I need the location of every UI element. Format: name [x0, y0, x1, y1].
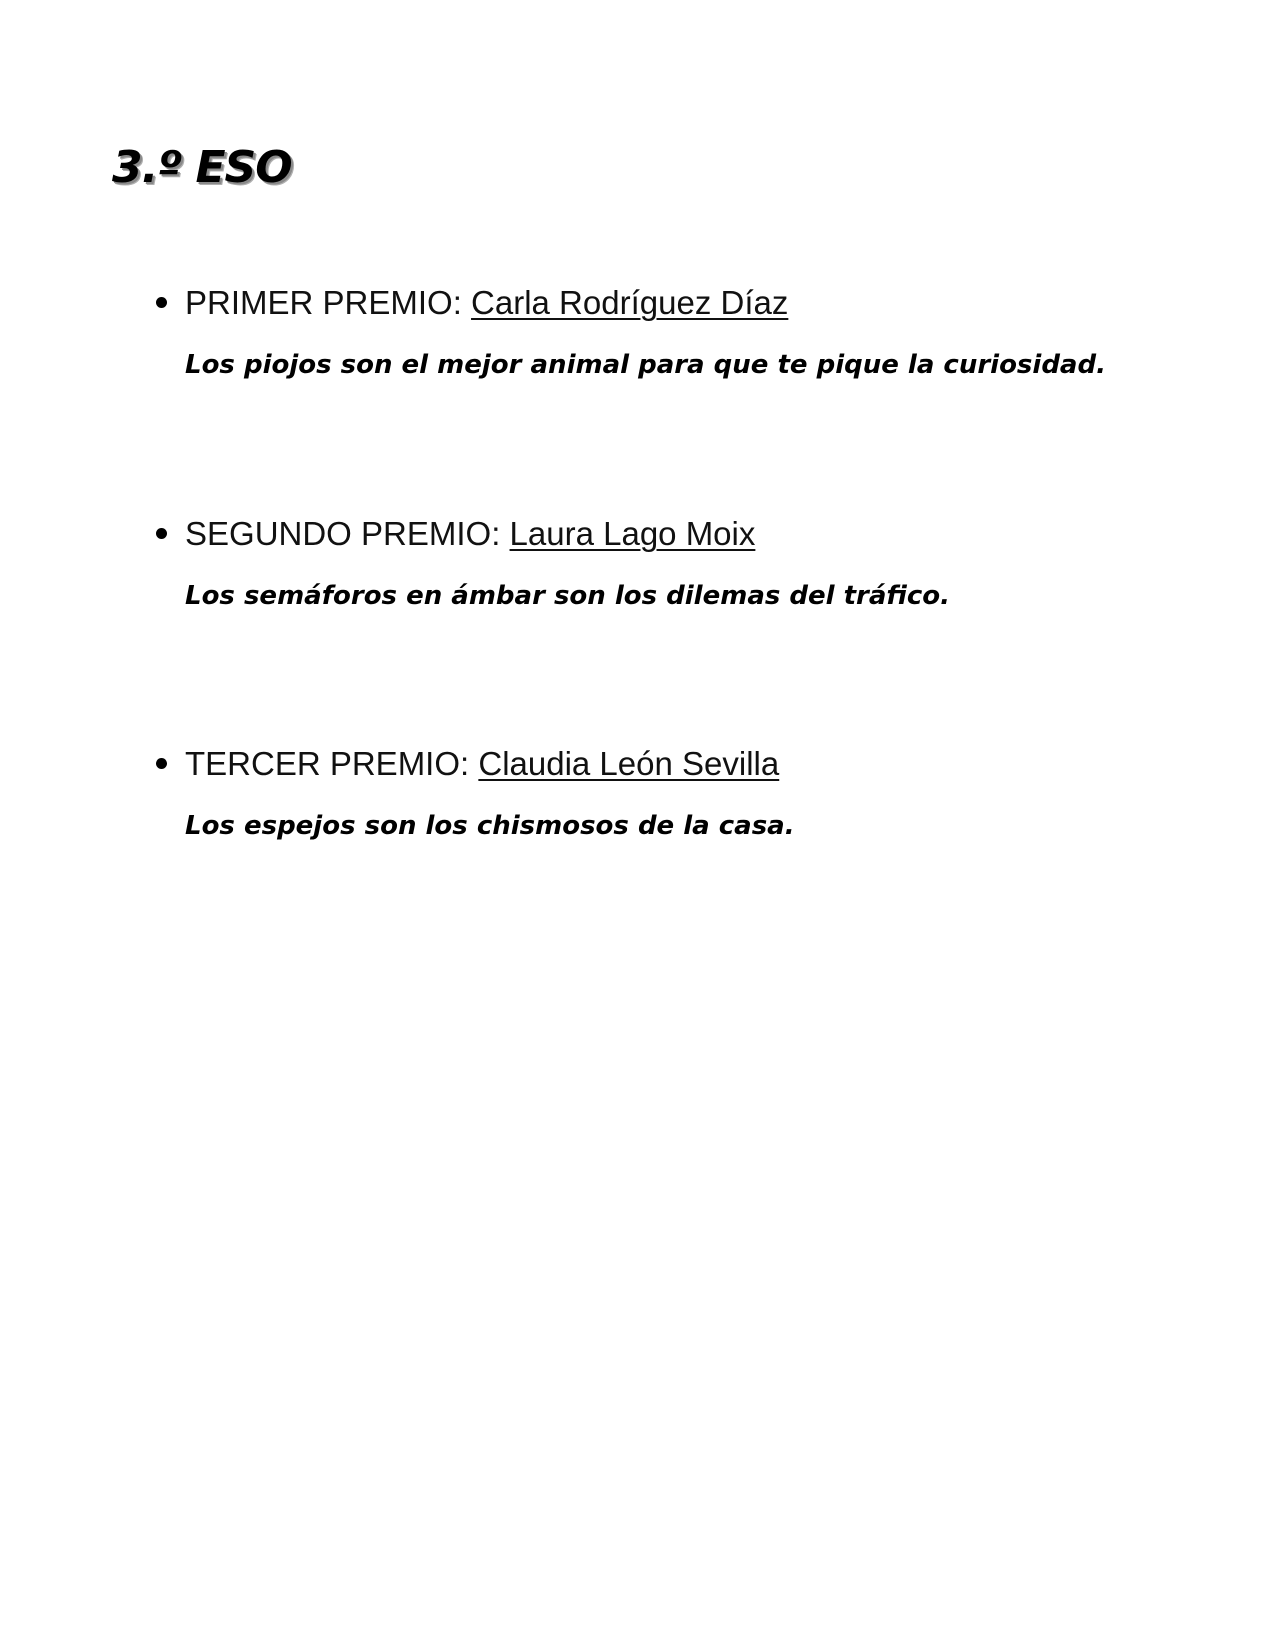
winner-name-link[interactable]: Claudia León Sevilla [478, 745, 780, 782]
prize-line [156, 514, 755, 554]
bullet-icon [156, 297, 167, 308]
page-title: 3.º ESO [112, 142, 292, 193]
winner-name-link[interactable]: Carla Rodríguez Díaz [471, 284, 789, 321]
prize-quote: Los piojos son el mejor animal para que te pique la curiosidad. [185, 350, 1106, 380]
prize-line [156, 744, 779, 784]
prize-line [156, 283, 788, 323]
winner-name-link[interactable]: Laura Lago Moix [509, 515, 756, 552]
prize-label: TERCER PREMIO: [185, 745, 479, 782]
prize-label: PRIMER PREMIO: [185, 284, 472, 321]
prize-quote: Los semáforos en ámbar son los dilemas del tráfico. [185, 581, 951, 611]
prize-label: SEGUNDO PREMIO: [185, 515, 510, 552]
bullet-icon [156, 528, 167, 539]
bullet-icon [156, 758, 167, 769]
prize-quote: Los espejos son los chismosos de la casa. [185, 811, 795, 841]
